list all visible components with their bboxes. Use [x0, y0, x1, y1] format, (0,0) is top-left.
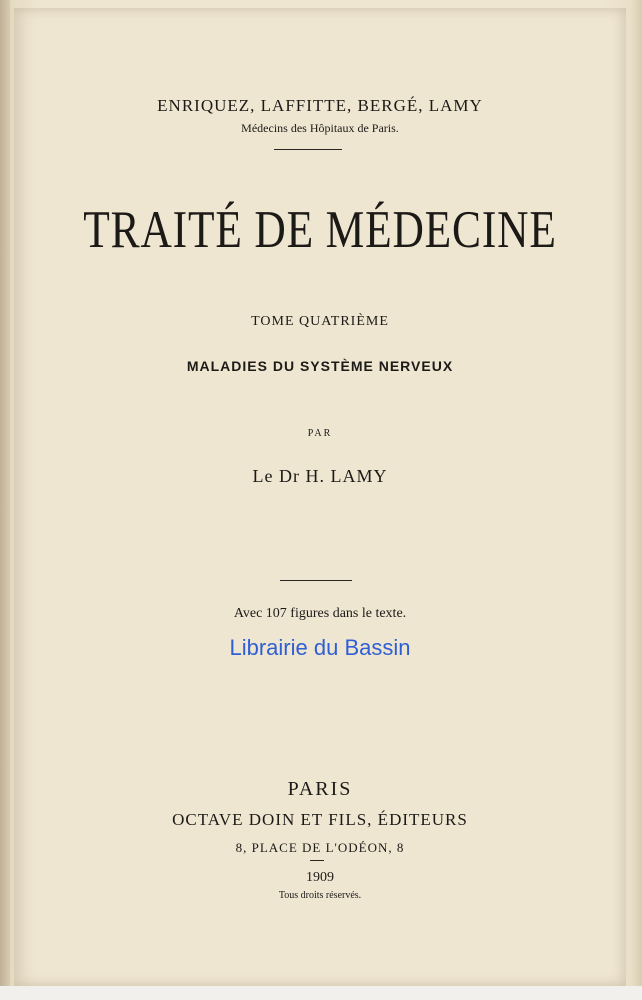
book-title: TRAITÉ DE MÉDECINE — [83, 201, 557, 259]
divider-rule-small — [310, 860, 324, 861]
author-name: H. LAMY — [305, 466, 388, 486]
publisher-name: OCTAVE DOIN ET FILS, ÉDITEURS — [172, 810, 468, 829]
publisher-city: PARIS — [287, 778, 353, 800]
divider-rule-top — [274, 149, 342, 150]
book-binding-edge — [0, 0, 10, 1000]
by-line: PAR — [307, 428, 333, 439]
figures-note: Avec 107 figures dans le texte. — [233, 606, 407, 621]
subject-line: MALADIES DU SYSTÈME NERVEUX — [186, 358, 454, 374]
divider-rule-middle — [280, 580, 352, 581]
watermark-text: Librairie du Bassin — [229, 635, 411, 660]
background-strip — [0, 986, 642, 1000]
rights-notice: Tous droits réservés. — [278, 890, 362, 901]
publication-year: 1909 — [306, 870, 334, 885]
authors-line: ENRIQUEZ, LAFFITTE, BERGÉ, LAMY — [157, 96, 483, 115]
title-page — [14, 8, 626, 986]
volume-line: TOME QUATRIÈME — [251, 314, 389, 329]
affiliation-line: Médecins des Hôpitaux de Paris. — [241, 121, 399, 135]
author-prefix: Le Dr — [252, 466, 300, 486]
publisher-address: 8, PLACE DE L'ODÉON, 8 — [235, 840, 405, 855]
author-line — [14, 466, 626, 487]
